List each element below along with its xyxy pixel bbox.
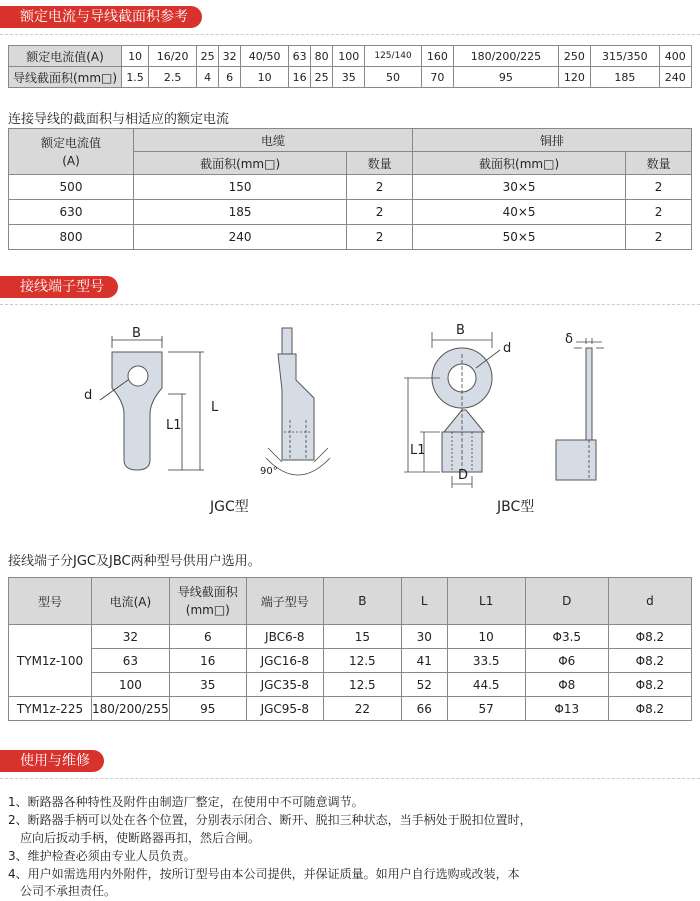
- table-cell: 30: [401, 625, 447, 649]
- table-cell: 57: [447, 697, 525, 721]
- jgc-front-view: [112, 352, 162, 470]
- label-L1: L1: [166, 418, 182, 433]
- table-cell: 25: [311, 67, 333, 88]
- table-cell: JBC6-8: [246, 625, 323, 649]
- table-cell: 35: [169, 673, 246, 697]
- table-cell: 2: [626, 200, 692, 225]
- table-cell: 500: [9, 175, 134, 200]
- header-d: d: [608, 578, 691, 625]
- table-cell: 80: [311, 46, 333, 67]
- header-L1: L1: [447, 578, 525, 625]
- table-cell: Φ6: [525, 649, 608, 673]
- table-cell: 180/200/255: [92, 697, 170, 721]
- header-busbar: 铜排: [412, 129, 691, 152]
- table-row: [9, 625, 692, 649]
- jbc-caption: JBC型: [497, 499, 535, 515]
- label-d-jbc: d: [503, 341, 512, 356]
- table-cell: 30×5: [412, 175, 625, 200]
- table-cell: JGC35-8: [246, 673, 323, 697]
- jgc-side-view: [278, 328, 314, 460]
- table-cell: 70: [421, 67, 453, 88]
- table-cell: 150: [134, 175, 347, 200]
- table-cell: 12.5: [323, 649, 401, 673]
- table-row: [9, 46, 692, 67]
- reference-table: [8, 45, 692, 88]
- row-label-current: 额定电流值(A): [9, 46, 122, 67]
- table-cell: 240: [134, 225, 347, 250]
- label-delta: δ: [565, 332, 573, 347]
- table-cell: 32: [92, 625, 170, 649]
- table-cell: 25: [197, 46, 219, 67]
- table-cell: 2: [347, 200, 413, 225]
- terminal-note: 接线端子分JGC及JBC两种型号供用户选用。: [8, 554, 261, 569]
- table-cell: 630: [9, 200, 134, 225]
- table-cell: JGC95-8: [246, 697, 323, 721]
- table-row: [9, 578, 692, 625]
- table-row: [9, 225, 692, 250]
- jbc-side-view: [556, 348, 596, 480]
- table-cell: 10: [447, 625, 525, 649]
- table-cell: 2.5: [149, 67, 197, 88]
- table-cell: 315/350: [591, 46, 660, 67]
- table-row: [9, 67, 692, 88]
- label-B: B: [132, 326, 141, 341]
- table-cell: 2: [626, 175, 692, 200]
- label-D: D: [458, 468, 469, 483]
- divider: [0, 304, 700, 305]
- table-cell: 240: [659, 67, 691, 88]
- table-cell: 800: [9, 225, 134, 250]
- header-current: 电流(A): [92, 578, 170, 625]
- table-cell: 95: [454, 67, 559, 88]
- table-cell: 63: [289, 46, 311, 67]
- table-cell: 6: [169, 625, 246, 649]
- table-cell: 125/140: [365, 46, 421, 67]
- table-cell: 250: [558, 46, 590, 67]
- table-cell: 15: [323, 625, 401, 649]
- row-label-area: 导线截面积(mm□): [9, 67, 122, 88]
- table-cell: 35: [333, 67, 365, 88]
- header-area-line2: (mm□): [185, 603, 230, 617]
- header-terminal: 端子型号: [246, 578, 323, 625]
- label-d: d: [84, 388, 93, 403]
- divider: [0, 778, 700, 779]
- label-L1-jbc: L1: [410, 443, 426, 458]
- table-cell: 185: [134, 200, 347, 225]
- table-cell: Φ8.2: [608, 673, 691, 697]
- jgc-caption: JGC型: [210, 499, 249, 515]
- note-line: 3、维护检查必须由专业人员负责。: [8, 849, 196, 863]
- table-cell: 100: [333, 46, 365, 67]
- model-cell: TYM1z-100: [9, 625, 92, 697]
- header-model: 型号: [9, 578, 92, 625]
- connection-table-caption: 连接导线的截面积与相适应的额定电流: [8, 112, 230, 127]
- table-row: [9, 175, 692, 200]
- connection-table: [8, 128, 692, 250]
- note-line: 2、断路器手柄可以处在各个位置，分别表示闭合、断开、脱扣三种状态，当手柄处于脱扣位置时，: [8, 813, 532, 827]
- table-cell: Φ8: [525, 673, 608, 697]
- header-D: D: [525, 578, 608, 625]
- note-line: 4、用户如需选用内外附件，按所订型号由本公司提供，并保证质量。如用户自行选购或改装，本: [8, 867, 520, 881]
- table-cell: 1.5: [122, 67, 149, 88]
- table-cell: 44.5: [447, 673, 525, 697]
- section-title-terminal: 接线端子型号: [0, 276, 118, 298]
- table-cell: 40×5: [412, 200, 625, 225]
- table-cell: 16: [169, 649, 246, 673]
- table-cell: 6: [219, 67, 241, 88]
- table-cell: Φ8.2: [608, 625, 691, 649]
- table-cell: 120: [558, 67, 590, 88]
- table-cell: 185: [591, 67, 660, 88]
- header-L: L: [401, 578, 447, 625]
- table-cell: 41: [401, 649, 447, 673]
- table-cell: 50×5: [412, 225, 625, 250]
- note-line: 应向后扳动手柄，使断路器再扣，然后合闸。: [8, 831, 261, 845]
- table-row: [9, 129, 692, 152]
- header-current: [9, 129, 134, 175]
- table-cell: 10: [241, 67, 289, 88]
- header-cable: 电缆: [134, 129, 413, 152]
- table-cell: 66: [401, 697, 447, 721]
- table-cell: Φ3.5: [525, 625, 608, 649]
- note-line: 1、断路器各种特性及附件由制造厂整定，在使用中不可随意调节。: [8, 795, 364, 809]
- table-cell: 12.5: [323, 673, 401, 697]
- table-cell: 16: [289, 67, 311, 88]
- table-cell: Φ8.2: [608, 697, 691, 721]
- table-row: [9, 673, 692, 697]
- table-cell: 2: [347, 175, 413, 200]
- terminal-diagrams: [0, 310, 700, 530]
- table-row: [9, 649, 692, 673]
- model-cell: TYM1z-225: [9, 697, 92, 721]
- header-cable-area: 截面积(mm□): [134, 152, 347, 175]
- header-cable-qty: 数量: [347, 152, 413, 175]
- header-area: [169, 578, 246, 625]
- table-cell: 32: [219, 46, 241, 67]
- table-cell: 10: [122, 46, 149, 67]
- table-cell: 2: [626, 225, 692, 250]
- header-busbar-size: 截面积(mm□): [412, 152, 625, 175]
- table-cell: 180/200/225: [454, 46, 559, 67]
- header-busbar-qty: 数量: [626, 152, 692, 175]
- terminal-table: [8, 577, 692, 721]
- table-cell: 52: [401, 673, 447, 697]
- section-title-maintenance: 使用与维修: [0, 750, 104, 772]
- section-title-reference: 额定电流与导线截面积参考: [0, 6, 202, 28]
- table-cell: Φ8.2: [608, 649, 691, 673]
- table-cell: 95: [169, 697, 246, 721]
- table-cell: 63: [92, 649, 170, 673]
- header-current-unit: (A): [62, 153, 80, 168]
- table-cell: 50: [365, 67, 421, 88]
- table-cell: 22: [323, 697, 401, 721]
- table-cell: 400: [659, 46, 691, 67]
- table-cell: 40/50: [241, 46, 289, 67]
- divider: [0, 34, 700, 35]
- table-row: [9, 697, 692, 721]
- header-B: B: [323, 578, 401, 625]
- table-row: [9, 200, 692, 225]
- table-cell: 160: [421, 46, 453, 67]
- table-cell: 2: [347, 225, 413, 250]
- table-cell: Φ13: [525, 697, 608, 721]
- table-cell: 100: [92, 673, 170, 697]
- table-cell: 33.5: [447, 649, 525, 673]
- label-L: L: [211, 400, 219, 415]
- label-B-jbc: B: [456, 323, 465, 338]
- header-current-label: 额定电流值: [40, 135, 101, 150]
- table-cell: 16/20: [149, 46, 197, 67]
- table-cell: JGC16-8: [246, 649, 323, 673]
- header-area-line1: 导线截面积: [177, 585, 238, 599]
- label-angle: 90°: [260, 466, 278, 477]
- table-cell: 4: [197, 67, 219, 88]
- note-line: 公司不承担责任。: [8, 884, 117, 898]
